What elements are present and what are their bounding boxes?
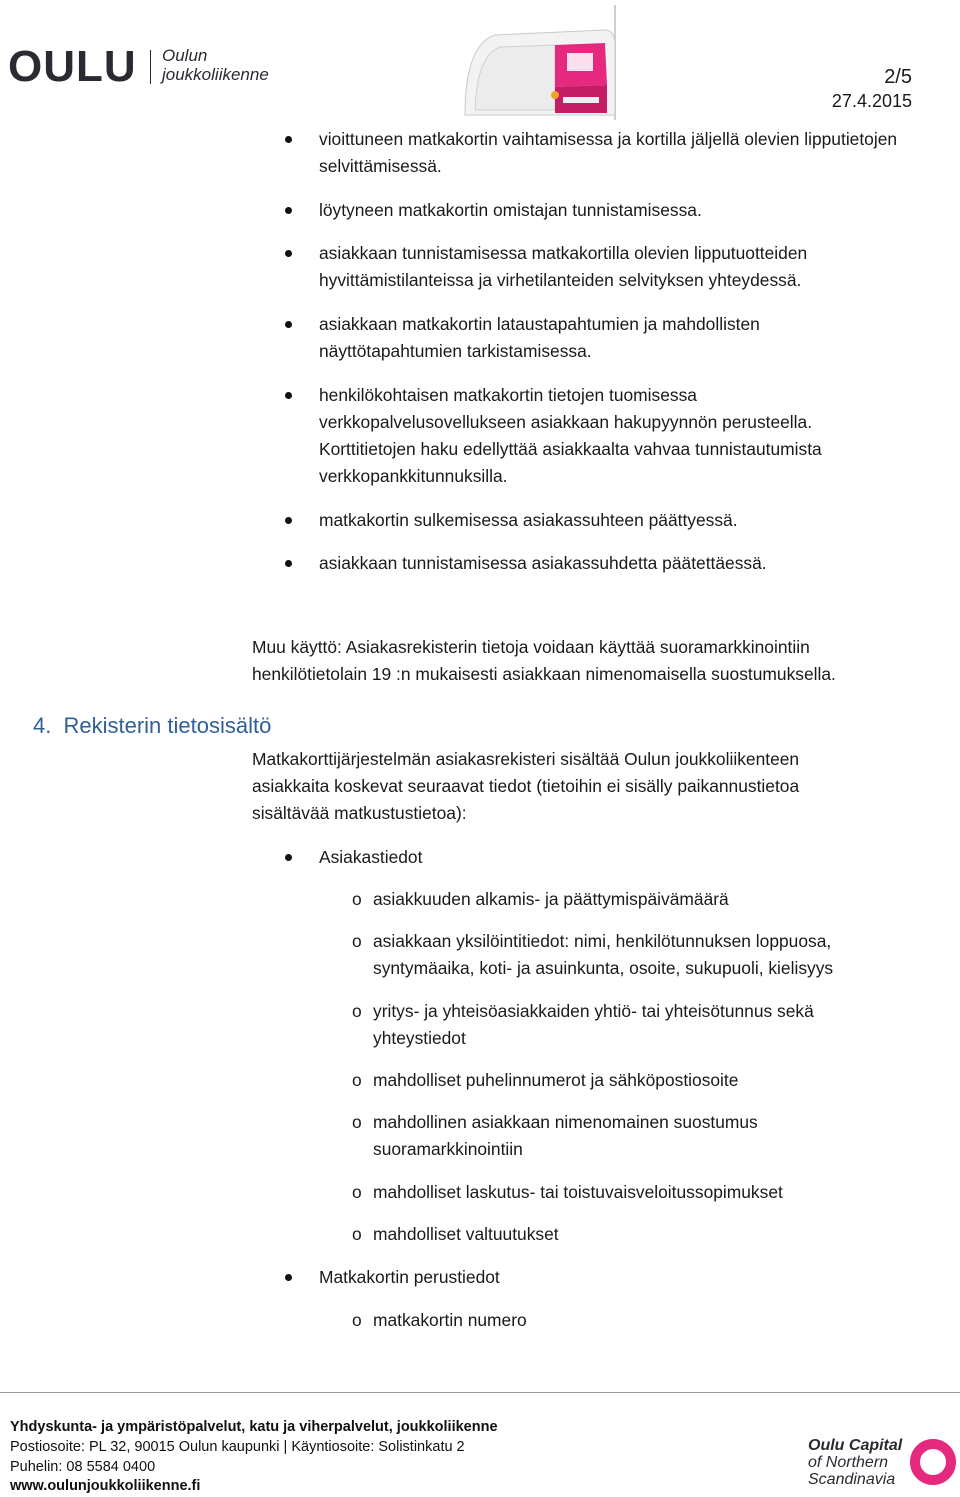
list-item: henkilökohtaisen matkakortin tietojen tuomisessa verkkopalvelusovellukseen asiakkaan hakupyynnön perusteella. Korttitietojen haku edellyttää asiakkaalta vahvaa tunnistautumista verkkopankkitunnuksilla. xyxy=(319,382,899,490)
bullet-icon xyxy=(285,560,292,567)
footer-address: Postiosoite: PL 32, 90015 Oulun kaupunki | Käyntiosoite: Solistinkatu 2 xyxy=(10,1439,465,1455)
list-item: löytyneen matkakortin omistajan tunnistamisessa. xyxy=(319,197,899,224)
list-item: asiakkaan tunnistamisessa asiakassuhdetta päätettäessä. xyxy=(319,550,899,577)
other-use-paragraph: Muu käyttö: Asiakasrekisterin tietoja voidaan käyttää suoramarkkinointiin henkilötietolain 19 :n mukaisesti asiakkaan nimenomaisella suostumuksella. xyxy=(252,637,836,684)
logo-divider xyxy=(150,50,151,84)
logo-subtitle-line1: Oulun xyxy=(162,46,208,65)
circle-bullet-icon: o xyxy=(352,1001,362,1021)
circle-bullet-icon: o xyxy=(352,931,362,951)
footer-website-link[interactable]: www.oulunjoukkoliikenne.fi xyxy=(10,1478,201,1494)
footer-phone: Puhelin: 08 5584 0400 xyxy=(10,1459,156,1475)
section-title: Rekisterin tietosisältö xyxy=(63,713,272,738)
page-number: 2/5 xyxy=(884,66,912,88)
list-item: matkakortin sulkemisessa asiakassuhteen päättyessä. xyxy=(319,507,899,534)
bullet-icon xyxy=(285,392,292,399)
list-item: asiakkaan tunnistamisessa matkakortilla olevien lipputuotteiden hyvittämistilanteissa ja virhetilanteiden selvityksen yhteydessä. xyxy=(319,240,899,294)
logo-subtitle xyxy=(162,46,269,84)
bullet-icon xyxy=(285,136,292,143)
circle-bullet-icon: o xyxy=(352,889,362,909)
footer-divider xyxy=(0,1392,960,1393)
list-item: vioittuneen matkakortin vaihtamisessa ja kortilla jäljellä olevien lipputietojen selvittämisessä. xyxy=(319,126,899,180)
section-number: 4. xyxy=(33,713,52,738)
bullet-icon xyxy=(285,854,292,861)
circle-bullet-icon: o xyxy=(352,1112,362,1132)
circle-bullet-icon: o xyxy=(352,1310,362,1330)
list-item-perustiedot: Matkakortin perustiedot xyxy=(319,1264,899,1291)
bus-illustration xyxy=(455,5,625,120)
capital-logo-text xyxy=(808,1437,902,1488)
oulu-ring-logo-icon xyxy=(908,1437,958,1487)
list-item-asiakastiedot: Asiakastiedot xyxy=(319,844,899,871)
circle-bullet-icon: o xyxy=(352,1182,362,1202)
capital-line1: Oulu Capital xyxy=(808,1437,903,1454)
section-heading xyxy=(33,713,271,739)
capital-line3: Scandinavia xyxy=(808,1471,896,1488)
bullet-icon xyxy=(285,321,292,328)
list-item: asiakkaan matkakortin lataustapahtumien ja mahdollisten näyttötapahtumien tarkistamisessa. xyxy=(319,311,899,365)
logo-subtitle-line2: joukkoliikenne xyxy=(162,65,269,84)
bullet-icon xyxy=(285,250,292,257)
document-date: 27.4.2015 xyxy=(831,91,912,111)
circle-bullet-icon: o xyxy=(352,1070,362,1090)
footer-department: Yhdyskunta- ja ympäristöpalvelut, katu ja viherpalvelut, joukkoliikenne xyxy=(10,1419,498,1435)
oulu-logo: OULU xyxy=(8,42,137,91)
bullet-icon xyxy=(285,517,292,524)
circle-bullet-icon: o xyxy=(352,1224,362,1244)
bullet-icon xyxy=(285,207,292,214)
capital-line2: of Northern xyxy=(808,1454,889,1471)
section-intro: Matkakorttijärjestelmän asiakasrekisteri sisältää Oulun joukkoliikenteen asiakkaita koskevat seuraavat tiedot (tietoihin ei sisälly paikannustietoa sisältävää matkustustietoa): xyxy=(252,749,800,823)
bullet-icon xyxy=(285,1274,292,1281)
